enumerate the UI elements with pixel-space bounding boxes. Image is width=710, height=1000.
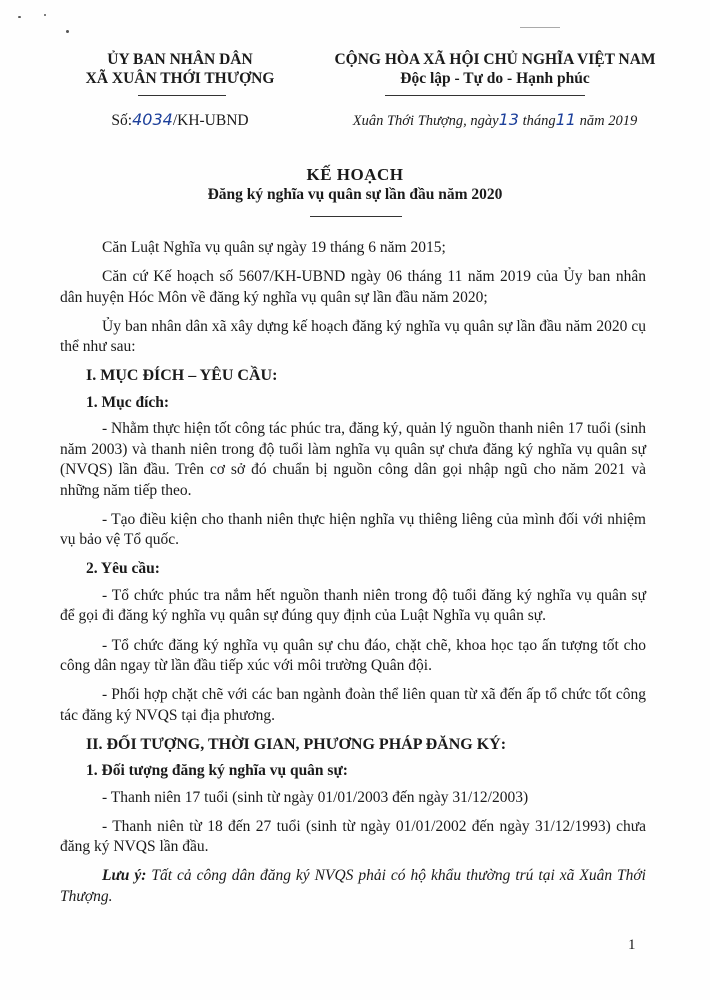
issuer-underline (138, 95, 226, 96)
title-underline (310, 216, 402, 217)
paragraph-note (60, 866, 646, 907)
heading-section-1: I. MỤC ĐÍCH – YÊU CẦU: (86, 367, 278, 385)
paragraph-requirement-3: - Phối hợp chặt chẽ với các ban ngành đoàn thể liên quan từ xã đến ấp tổ chức tốt công tác đăng ký NVQS tại địa phương. (60, 686, 646, 724)
heading-section-2: II. ĐỐI TƯỢNG, THỜI GIAN, PHƯƠNG PHÁP ĐĂNG KÝ: (86, 735, 507, 753)
docno-prefix: Số: (111, 112, 133, 129)
document-title: KẾ HOẠCH (306, 165, 404, 184)
date-day: 13 (498, 110, 519, 129)
issuer-line-2: XÃ XUÂN THỚI THƯỢNG (85, 70, 275, 87)
docno-suffix: /KH-UBND (172, 112, 249, 129)
date-year: năm 2019 (579, 113, 638, 129)
national-motto: Độc lập - Tự do - Hạnh phúc (400, 70, 590, 87)
date-thang: tháng (522, 113, 556, 129)
date-month: 11 (555, 110, 576, 129)
document-date (310, 110, 680, 130)
paragraph-requirement-2: - Tổ chức đăng ký nghĩa vụ quân sự chu đáo, chặt chẽ, khoa học tạo ấn tượng tốt cho công dân ngay từ lần đầu tiếp xúc với môi trường Quân đội. (60, 636, 646, 675)
heading-subjects: 1. Đối tượng đăng ký nghĩa vụ quân sự: (86, 762, 348, 780)
document-subtitle: Đăng ký nghĩa vụ quân sự lần đầu năm 2020 (207, 186, 503, 203)
note-label: Lưu ý: (102, 867, 147, 885)
scan-speck (44, 14, 46, 16)
page-number: 1 (628, 937, 636, 953)
issuer-header (60, 50, 300, 88)
document-body (60, 238, 646, 916)
document-number (60, 110, 300, 130)
paragraph-legal-basis-1: Căn Luật Nghĩa vụ quân sự ngày 19 tháng 6 năm 2015; (102, 239, 446, 256)
motto-underline (385, 95, 585, 96)
paragraph-intro: Ủy ban nhân dân xã xây dựng kế hoạch đăng ký nghĩa vụ quân sự lần đầu năm 2020 cụ thể như sau: (60, 317, 646, 356)
heading-requirements: 2. Yêu cầu: (86, 560, 160, 578)
date-place: Xuân Thới Thượng, (352, 113, 467, 129)
date-ngay: ngày (470, 113, 499, 129)
paragraph-requirement-1: - Tổ chức phúc tra nắm hết nguồn thanh niên trong độ tuổi đăng ký nghĩa vụ quân sự để gọi đi đăng ký nghĩa vụ quân sự đúng quy định của Luật Nghĩa vụ quân sự. (60, 586, 646, 625)
note-text: Tất cả công dân đăng ký NVQS phải có hộ khẩu thường trú tại xã Xuân Thới Thượng. (60, 867, 646, 905)
national-title: CỘNG HÒA XÃ HỘI CHỦ NGHĨA VIỆT NAM (334, 51, 656, 68)
issuer-line-1: ỦY BAN NHÂN DÂN (107, 51, 253, 68)
scan-mark (520, 27, 560, 28)
paragraph-legal-basis-2: Căn cứ Kế hoạch số 5607/KH-UBND ngày 06 tháng 11 năm 2019 của Ủy ban nhân dân huyện Hóc Môn về đăng ký nghĩa vụ quân sự lần đầu năm 2020; (60, 268, 646, 306)
scan-speck (66, 30, 69, 33)
national-header (310, 50, 680, 88)
paragraph-purpose-2: - Tạo điều kiện cho thanh niên thực hiện nghĩa vụ thiêng liêng của mình đối với nhiệm vụ bảo vệ Tổ quốc. (60, 510, 646, 549)
docno-handwritten: 4034 (132, 110, 173, 129)
heading-purpose: 1. Mục đích: (86, 393, 170, 411)
paragraph-subject-2: - Thanh niên từ 18 đến 27 tuổi (sinh từ ngày 01/01/2002 đến ngày 31/12/1993) chưa đăng ký NVQS lần đầu. (60, 817, 646, 856)
paragraph-purpose-1: - Nhằm thực hiện tốt công tác phúc tra, đăng ký, quản lý nguồn thanh niên 17 tuổi (sinh năm 2003) và thanh niên trong độ tuổi làm nghĩa vụ quân sự chưa đăng ký nghĩa vụ quân sự (NVQS) lần đầu. Trên cơ sở đó chuẩn bị nguồn công dân gọi nhập ngũ cho năm 2021 và những năm tiếp theo. (60, 420, 646, 499)
scan-speck (18, 16, 21, 18)
paragraph-subject-1: - Thanh niên 17 tuổi (sinh từ ngày 01/01/2003 đến ngày 31/12/2003) (102, 788, 529, 806)
